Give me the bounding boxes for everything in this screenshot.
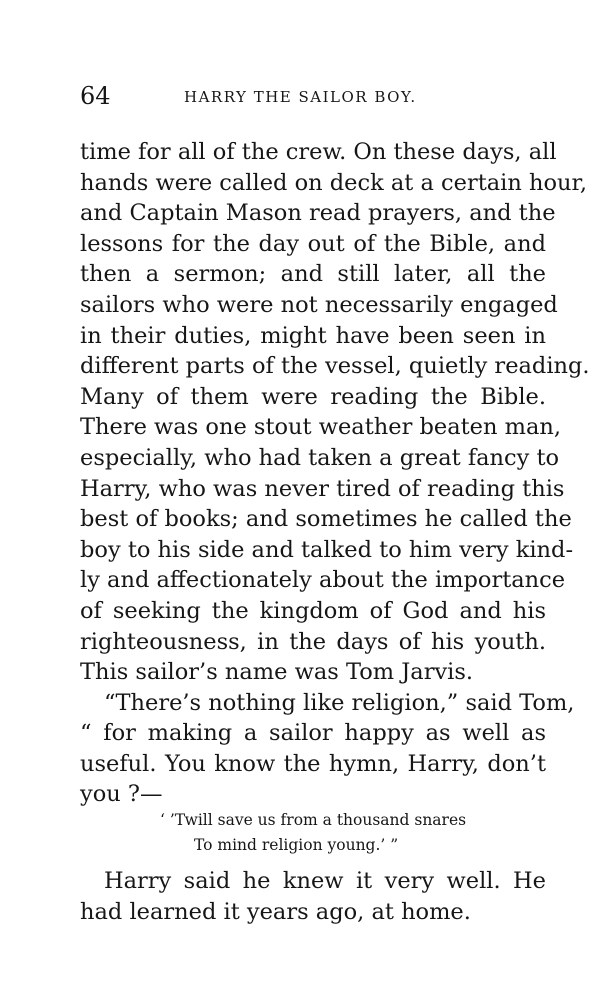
text-line: hands were called on deck at a certain hour, [80, 169, 587, 196]
verse-line: ‘ ’Twill save us from a thousand snares [160, 811, 467, 829]
text-line: then a sermon; and still later, all the [80, 261, 546, 288]
body-text [80, 137, 590, 810]
page-number: 64 [80, 82, 111, 110]
text-line: especially, who had taken a great fancy to [80, 444, 560, 471]
text-line: you ?— [80, 781, 163, 808]
text-line: best of books; and sometimes he called the [80, 506, 572, 533]
text-line: of seeking the kingdom of God and his [80, 597, 546, 624]
text-line: righteousness, in the days of his youth. [80, 628, 546, 655]
text-line: “There’s nothing like religion,” said Tom, [104, 689, 575, 716]
hymn-quote [160, 808, 480, 858]
page-header [80, 82, 546, 112]
text-line: This sailor’s name was Tom Jarvis. [80, 659, 474, 686]
running-title: HARRY THE SAILOR BOY. [184, 88, 417, 106]
text-line: different parts of the vessel, quietly reading. [80, 353, 590, 380]
text-line: Harry, who was never tired of reading this [80, 475, 565, 502]
text-line: time for all of the crew. On these days, all [80, 139, 557, 165]
text-line: sailors who were not necessarily engaged [80, 291, 558, 318]
verse-line: To mind religion young.’ ” [194, 836, 399, 854]
text-line: ly and affectionately about the importance [80, 567, 566, 594]
text-line: useful. You know the hymn, Harry, don’t [80, 750, 546, 777]
body-text-continued [80, 866, 546, 927]
text-line: had learned it years ago, at home. [80, 898, 471, 925]
text-line: in their duties, might have been seen in [80, 322, 546, 349]
text-line: and Captain Mason read prayers, and the [80, 200, 556, 227]
text-line: boy to his side and talked to him very kind- [80, 536, 574, 563]
text-line: There was one stout weather beaten man, [80, 414, 562, 441]
text-line: Harry said he knew it very well. He [104, 868, 546, 894]
text-line: Many of them were reading the Bible. [80, 383, 546, 410]
text-line: lessons for the day out of the Bible, and [80, 230, 546, 257]
text-line: “ for making a sailor happy as well as [80, 720, 546, 747]
